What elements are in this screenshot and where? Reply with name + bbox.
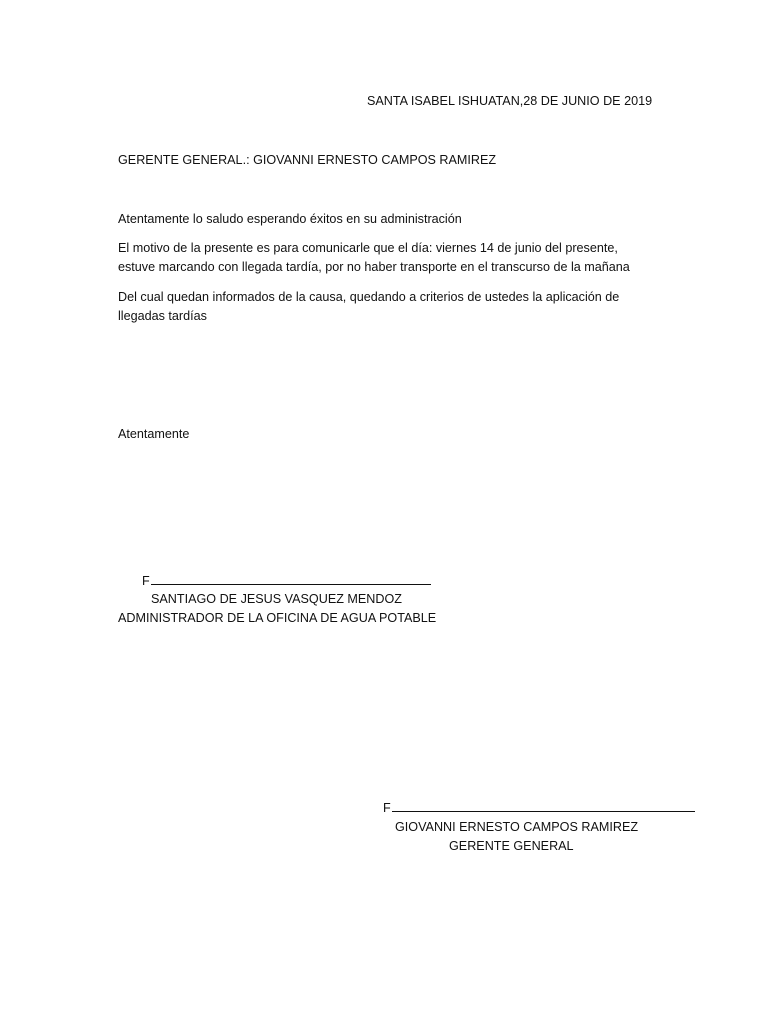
paragraph-conclusion-line-1: Del cual quedan informados de la causa, quedando a criterios de ustedes la aplicación de [118,290,620,304]
paragraph-motive-line-1: El motivo de la presente es para comunicarle que el día: viernes 14 de junio del presente, [118,241,618,255]
paragraph-motive-line-2: estuve marcando con llegada tardía, por no haber transporte en el transcurso de la mañana [118,260,630,274]
signature-2-field [383,799,695,817]
recipient-line: GERENTE GENERAL.: GIOVANNI ERNESTO CAMPOS RAMIREZ [118,153,497,167]
greeting: Atentamente lo saludo esperando éxitos en su administración [118,212,462,226]
signature-2-title: GERENTE GENERAL [449,839,574,853]
signature-2-rule [392,799,695,812]
signature-1-rule [151,572,431,585]
date-line: SANTA ISABEL ISHUATAN,28 DE JUNIO DE 2019 [367,94,653,108]
signature-1-title: ADMINISTRADOR DE LA OFICINA DE AGUA POTABLE [118,611,437,625]
signature-2-prefix: F [383,801,391,815]
signature-1-name: SANTIAGO DE JESUS VASQUEZ MENDOZ [151,592,402,606]
signature-1-prefix: F [142,574,150,588]
signature-1-field [142,572,431,590]
paragraph-conclusion-line-2: llegadas tardías [118,309,207,323]
closing: Atentamente [118,427,190,441]
signature-2-name: GIOVANNI ERNESTO CAMPOS RAMIREZ [395,820,639,834]
paragraph-motive [118,239,678,277]
paragraph-conclusion [118,288,678,326]
